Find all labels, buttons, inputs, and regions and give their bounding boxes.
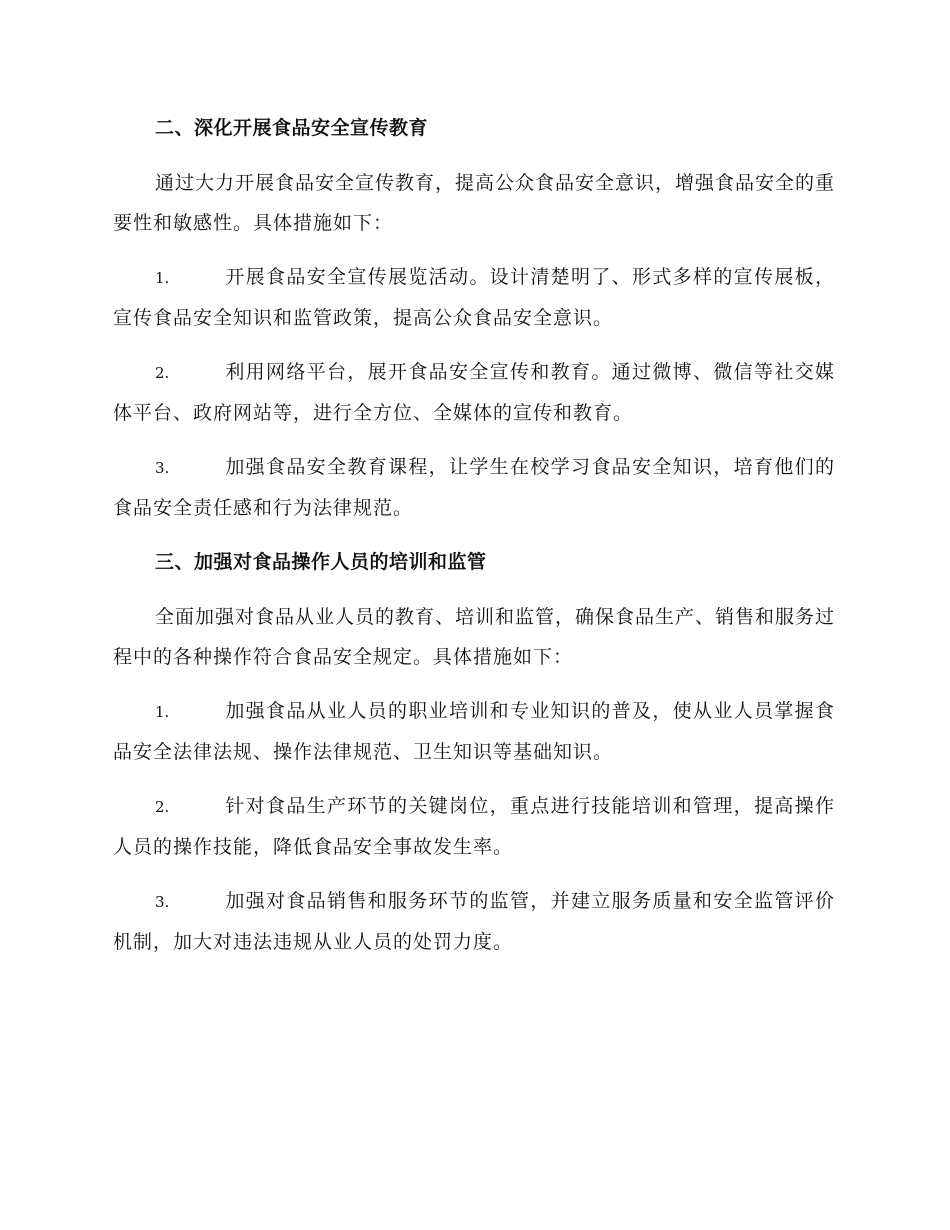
item-text: 开展食品安全宣传展览活动。设计清楚明了、形式多样的宣传展板，宣传食品安全知识和监管政策，提高公众食品安全意识。 — [113, 266, 835, 329]
item-text: 加强对食品销售和服务环节的监管，并建立服务质量和安全监管评价机制，加大对违法违规从业人员的处罚力度。 — [113, 890, 835, 953]
item-text: 加强食品从业人员的职业培训和专业知识的普及，使从业人员掌握食品安全法律法规、操作法律规范、卫生知识等基础知识。 — [113, 700, 835, 763]
item-text: 利用网络平台，展开食品安全宣传和教育。通过微博、微信等社交媒体平台、政府网站等，进行全方位、全媒体的宣传和教育。 — [113, 361, 835, 424]
section-3-item-1 — [113, 691, 835, 772]
section-3-intro: 全面加强对食品从业人员的教育、培训和监管，确保食品生产、销售和服务过程中的各种操作符合食品安全规定。具体措施如下： — [113, 606, 836, 668]
item-number: 1. — [155, 269, 170, 287]
document-body — [113, 108, 835, 976]
section-2-item-3 — [113, 447, 835, 528]
item-number: 1. — [155, 703, 170, 721]
section-3-item-2 — [113, 786, 835, 867]
item-text: 加强食品安全教育课程，让学生在校学习食品安全知识，培育他们的食品安全责任感和行为法律规范。 — [113, 456, 835, 519]
section-2-heading: 二、深化开展食品安全宣传教育 — [155, 117, 429, 139]
item-text: 针对食品生产环节的关键岗位，重点进行技能培训和管理，提高操作人员的操作技能，降低食品安全事故发生率。 — [113, 795, 835, 858]
section-3-heading: 三、加强对食品操作人员的培训和监管 — [155, 551, 487, 573]
item-number: 3. — [155, 893, 170, 911]
section-2-intro: 通过大力开展食品安全宣传教育，提高公众食品安全意识，增强食品安全的重要性和敏感性。具体措施如下： — [113, 172, 836, 234]
section-3-item-3 — [113, 881, 835, 962]
section-2-item-1 — [113, 257, 835, 338]
item-number: 2. — [155, 798, 170, 816]
section-2-item-2 — [113, 352, 835, 433]
item-number: 2. — [155, 364, 170, 382]
item-number: 3. — [155, 459, 170, 477]
